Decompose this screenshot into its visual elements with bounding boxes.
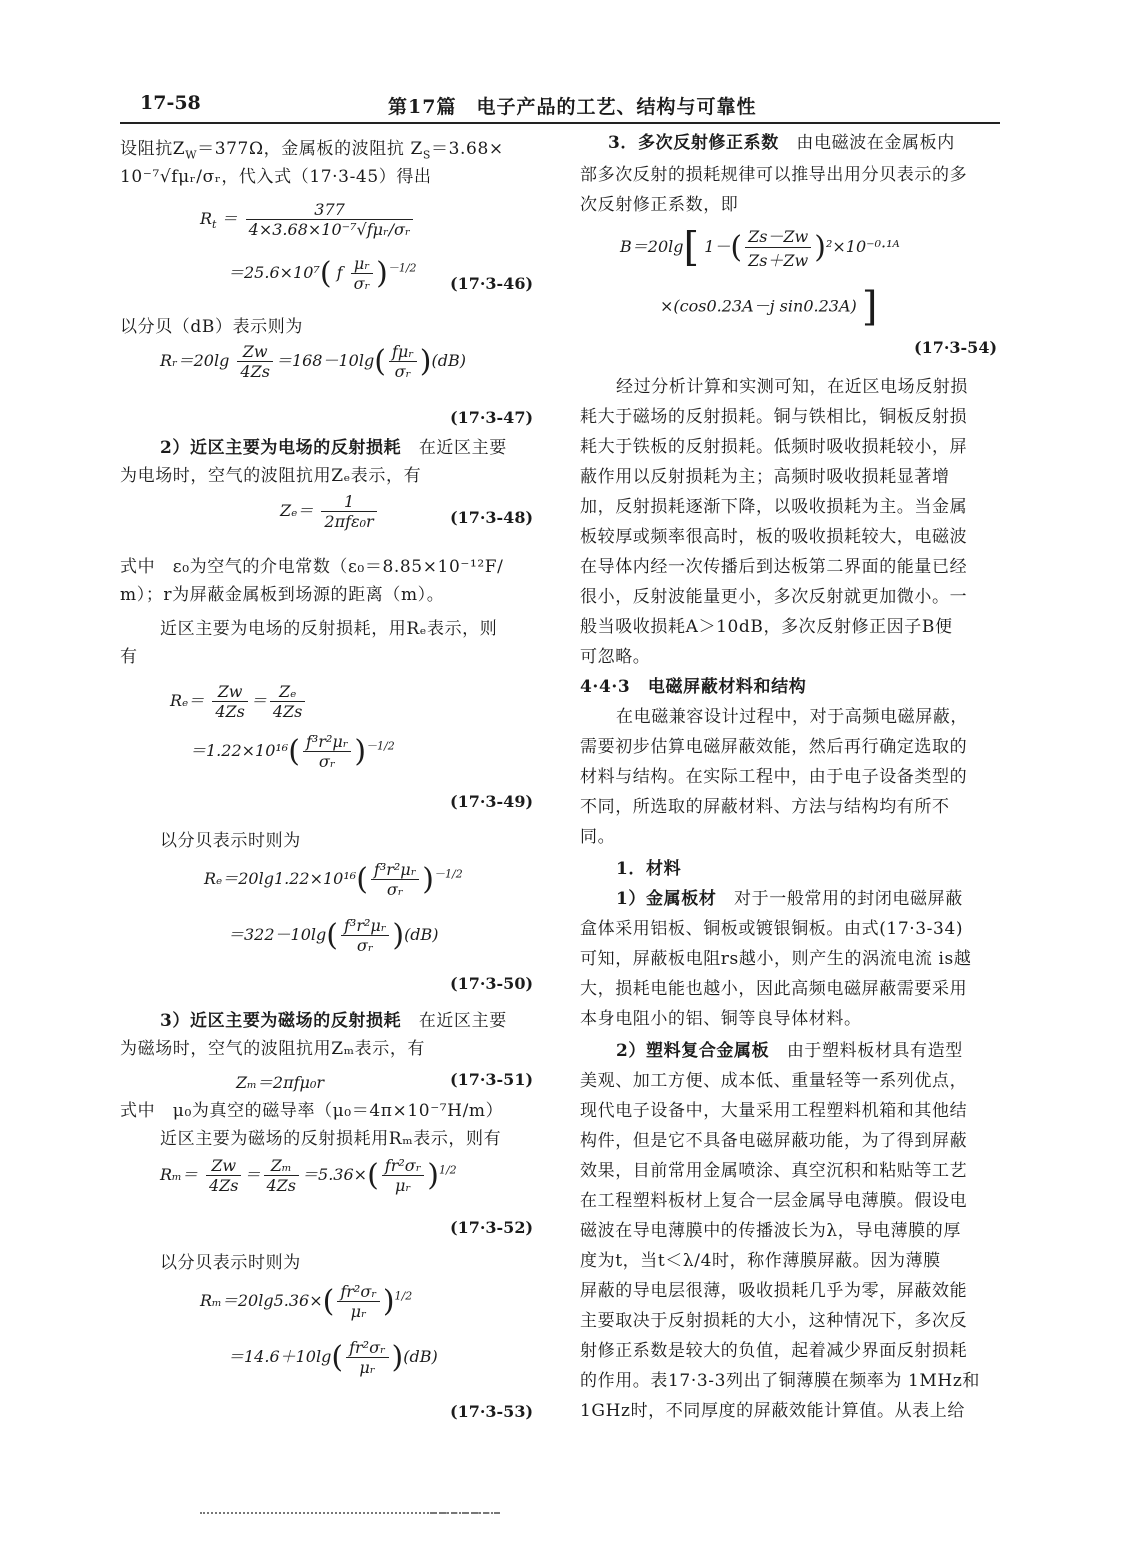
text-line: 部多次反射的损耗规律可以推导出用分贝表示的多 [580, 165, 968, 185]
text-line: 同。 [580, 827, 616, 847]
equation-number: (17·3-50) [450, 974, 534, 993]
text-line: 可忽略。 [580, 647, 651, 667]
text-line: 射修正系数是较大的负值，起着减少界面反射损耗 [580, 1341, 968, 1361]
text-line: 式中 ε₀为空气的介电常数（ε₀＝8.85×10⁻¹²F/ [120, 557, 504, 577]
equation-number: (17·3-54) [914, 338, 998, 357]
text-line: 般当吸收损耗A＞10dB，多次反射修正因子B便 [580, 617, 953, 637]
equation-48: Zₑ＝ $\frac{1}{\text{2πfε₀r}}$ [280, 492, 380, 531]
equation-49b: ＝1.22×10¹⁶( $\frac{\text{f³r²μᵣ}}{\text{σᵣ}}$ )$^{-1/2}$ [190, 732, 395, 771]
text-line: 设阻抗$Z_W=377\Omega$，金属板的波阻抗 $Z_S=3.68\times$ [120, 139, 504, 162]
equation-50a: Rₑ＝20lg1.22×10¹⁶( $\frac{\text{f³r²μᵣ}}{\text{σᵣ}}$ )$^{-1/2}$ [204, 860, 463, 899]
text-line: 磁波在导电薄膜中的传播波长为λ，导电薄膜的厚 [580, 1221, 961, 1241]
scan-artifact-dashes [430, 1512, 500, 1516]
text-line: 的作用。表17·3-3列出了铜薄膜在频率为 1MHz和 [580, 1371, 981, 1391]
text-line: 现代电子设备中，大量采用工程塑料机箱和其他结 [580, 1101, 968, 1121]
equation-number: (17·3-46) [450, 274, 534, 293]
text-line: 耗大于磁场的反射损耗。铜与铁相比，铜板反射损 [580, 407, 968, 427]
text-line: 为电场时，空气的波阻抗用Zₑ表示，有 [120, 466, 422, 486]
text-line: 在导体内经一次传播后到达板第二界面的能量已经 [580, 557, 968, 577]
equation-54b: ×(cos0.23A－j sin0.23A) ] [660, 284, 878, 330]
text-line: 为磁场时，空气的波阻抗用Zₘ表示，有 [120, 1039, 426, 1059]
text-line: 以分贝表示时则为 [160, 1253, 301, 1273]
text-line: 蔽作用以反射损耗为主；高频时吸收损耗显著增 [580, 467, 950, 487]
text-line: 1GHz时，不同厚度的屏蔽效能计算值。从表上给 [580, 1401, 965, 1421]
equation-52: Rₘ＝ $\frac{Zw}{4Zs}$ ＝ $\frac{\text{Zₘ}}{4Zs}$ ＝5.36×( $\frac{\text{fr²σᵣ}}{\text{μᵣ}}$ )$^{1/2}$ [160, 1156, 457, 1195]
text-line: 盒体采用铝板、铜板或镀银铜板。由式(17·3-34) [580, 919, 964, 939]
page-number: 17-58 [140, 92, 201, 114]
running-header [120, 92, 1000, 124]
equation-number: (17·3-51) [450, 1070, 534, 1089]
text-line: 以分贝（dB）表示则为 [120, 317, 303, 337]
equation-number: (17·3-52) [450, 1218, 534, 1237]
text-line: 需要初步估算电磁屏蔽效能，然后再行确定选取的 [580, 737, 968, 757]
text-line: 3．多次反射修正系数 由电磁波在金属板内 [608, 133, 955, 153]
text-line: 近区主要为磁场的反射损耗用Rₘ表示，则有 [160, 1129, 502, 1149]
item-heading: 1．材料 [616, 859, 682, 879]
text-line: 1）金属板材 对于一般常用的封闭电磁屏蔽 [616, 889, 963, 909]
equation-49a: Rₑ＝ $\frac{Zw}{4Zs}$ ＝ $\frac{\text{Zₑ}}{4Zs}$ [170, 682, 308, 721]
text-line: 3）近区主要为磁场的反射损耗 在近区主要 [160, 1011, 507, 1031]
text-line: 加，反射损耗逐渐下降，以吸收损耗为主。当金属 [580, 497, 968, 517]
text-line: 很小，反射波能量更小，多次反射就更加微小。一 [580, 587, 968, 607]
equation-number: (17·3-47) [450, 408, 534, 427]
text-line: 经过分析计算和实测可知，在近区电场反射损 [616, 377, 968, 397]
text-line: 大，损耗电能也越小，因此高频电磁屏蔽需要采用 [580, 979, 968, 999]
equation-number: (17·3-48) [450, 508, 534, 527]
text-line: 本身电阻小的铝、铜等良导体材料。 [580, 1009, 862, 1029]
chapter-title: 第17篇 电子产品的工艺、结构与可靠性 [388, 96, 757, 118]
text-line: 板较厚或频率很高时，板的吸收损耗较大，电磁波 [580, 527, 968, 547]
text-line: 2）近区主要为电场的反射损耗 在近区主要 [160, 438, 507, 458]
text-line: 材料与结构。在实际工程中，由于电子设备类型的 [580, 767, 968, 787]
text-line: 主要取决于反射损耗的大小，这种情况下，多次反 [580, 1311, 968, 1331]
text-line: 次反射修正系数，即 [580, 195, 739, 215]
text-line: 耗大于铁板的反射损耗。低频时吸收损耗较小，屏 [580, 437, 968, 457]
text-line: 近区主要为电场的反射损耗，用Rₑ表示，则 [160, 619, 498, 639]
text-line: 在工程塑料板材上复合一层金属导电薄膜。假设电 [580, 1191, 968, 1211]
equation-47: Rᵣ＝20lg $\frac{Zw}{4Zs}$ ＝168－10lg( $\frac{\text{fμᵣ}}{\text{σᵣ}}$ )(dB) [160, 342, 466, 381]
text-line: 构件，但是它不具备电磁屏蔽功能，为了得到屏蔽 [580, 1131, 968, 1151]
equation-51: Zₘ＝2πfμ₀r [236, 1073, 325, 1092]
equation-46b: ＝25.6×10⁷( f $\frac{\text{μᵣ}}{\text{σᵣ}}$ )$^{-1/2}$ [228, 254, 417, 293]
text-line: 美观、加工方便、成本低、重量轻等一系列优点， [580, 1071, 968, 1091]
text-line: 在电磁兼容设计过程中，对于高频电磁屏蔽， [616, 707, 968, 727]
text-line: 式中 μ₀为真空的磁导率（μ₀＝4π×10⁻⁷H/m） [120, 1101, 504, 1121]
text-line: 有 [120, 647, 138, 667]
text-line: 以分贝表示时则为 [160, 831, 301, 851]
equation-46a: $R_t$ ＝ $\frac{377}{\text{4×3.68×10⁻⁷√fμᵣ/σᵣ}}$ [200, 200, 416, 239]
text-line: 10⁻⁷√fμᵣ/σᵣ，代入式（17·3-45）得出 [120, 167, 432, 187]
text-line: 度为t，当t＜λ/4时，称作薄膜屏蔽。因为薄膜 [580, 1251, 941, 1271]
equation-number: (17·3-53) [450, 1402, 534, 1421]
text-line: 屏蔽的导电层很薄，吸收损耗几乎为零，屏蔽效能 [580, 1281, 968, 1301]
equation-54a: B＝20lg[ 1－( $\frac{Zs-Zw}{Zs+Zw}$ )²×10⁻⁰·¹ᴬ [620, 224, 900, 271]
equation-number: (17·3-49) [450, 792, 534, 811]
equation-53b: ＝14.6＋10lg( $\frac{\text{fr²σᵣ}}{\text{μᵣ}}$ )(dB) [228, 1338, 438, 1377]
section-heading: 4·4·3 电磁屏蔽材料和结构 [580, 677, 807, 697]
text-line: 2）塑料复合金属板 由于塑料板材具有造型 [616, 1041, 963, 1061]
text-line: 效果，目前常用金属喷涂、真空沉积和粘贴等工艺 [580, 1161, 968, 1181]
text-line: 不同，所选取的屏蔽材料、方法与结构均有所不 [580, 797, 950, 817]
equation-50b: ＝322－10lg( $\frac{\text{f³r²μᵣ}}{\text{σᵣ}}$ )(dB) [228, 916, 439, 955]
equation-53a: Rₘ＝20lg5.36×( $\frac{\text{fr²σᵣ}}{\text{μᵣ}}$ )$^{1/2}$ [200, 1282, 413, 1321]
text-line: 可知，屏蔽板电阻rs越小，则产生的涡流电流 is越 [580, 949, 972, 969]
text-line: m）；r为屏蔽金属板到场源的距离（m）。 [120, 585, 445, 605]
